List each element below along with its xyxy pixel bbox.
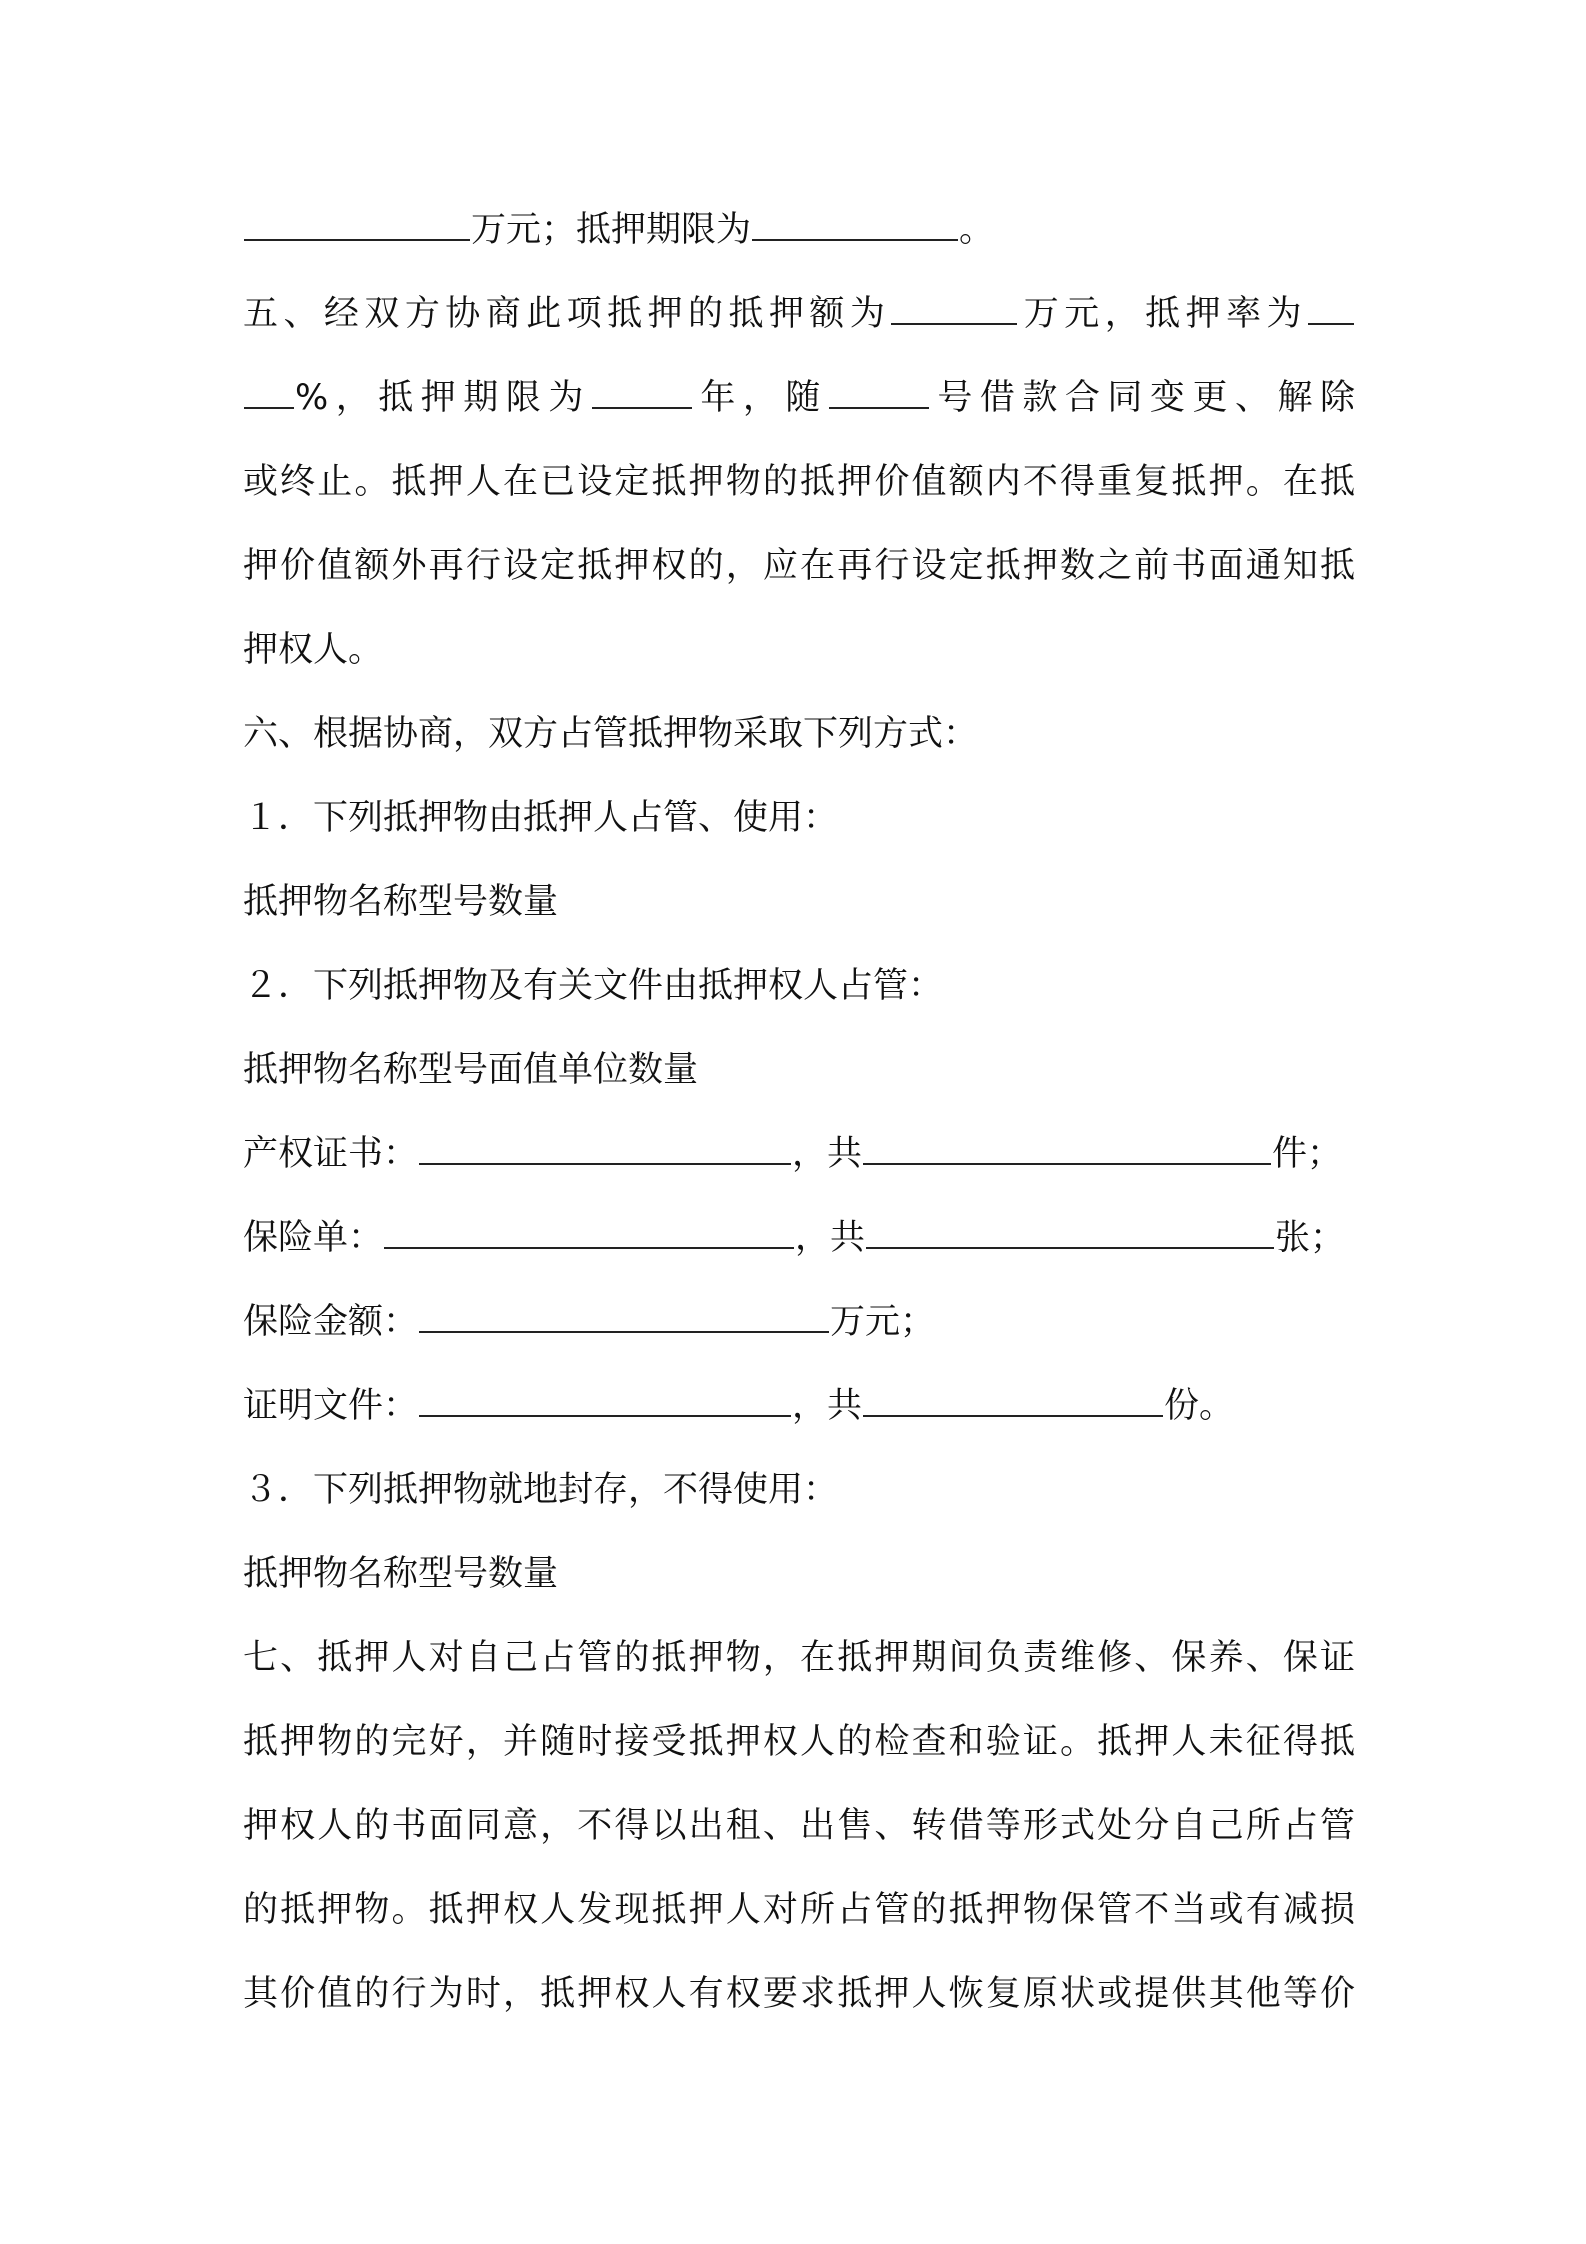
clause-6-intro (243, 692, 1355, 776)
text: 件； (1272, 1134, 1343, 1174)
blank-field (863, 1389, 1163, 1417)
clause-5-line-5 (243, 608, 1355, 692)
text: 份。 (1164, 1386, 1235, 1426)
text: %，抵押期限为 (295, 378, 591, 418)
text: 号借款合同变更、解除 (929, 378, 1355, 418)
text: 保险金额： (243, 1302, 419, 1342)
text: 抵押物的完好，并随时接受抵押权人的检查和验证。抵押人未征得抵 (243, 1722, 1355, 1762)
blank-field (891, 297, 1017, 325)
insurance-amount-line (243, 1280, 1355, 1364)
text: 证明文件： (243, 1386, 419, 1426)
clause-7-line-2 (243, 1700, 1355, 1784)
clause-5-line-4 (243, 524, 1355, 608)
line-loan-term (243, 188, 1355, 272)
text: 年，随 (692, 378, 828, 418)
text: 万元；抵押期限为 (471, 210, 752, 250)
text: 抵押物名称型号数量 (243, 882, 559, 922)
text: 其价值的行为时，抵押权人有权要求抵押人恢复原状或提供其他等价 (243, 1974, 1355, 2014)
clause-6-item-2 (243, 944, 1355, 1028)
blank-field (866, 1221, 1274, 1249)
text: 的抵押物。抵押权人发现抵押人对所占管的抵押物保管不当或有减损 (243, 1890, 1355, 1930)
text: 保险单： (243, 1218, 384, 1258)
clause-5-line-3 (243, 440, 1355, 524)
text: 。 (959, 210, 995, 250)
blank-field (592, 381, 692, 409)
text: 产权证书： (243, 1134, 419, 1174)
blank-field (419, 1305, 829, 1333)
clause-6-item-3 (243, 1448, 1355, 1532)
property-certificate-line (243, 1112, 1355, 1196)
blank-field (244, 213, 470, 241)
text: 抵押物名称型号数量 (243, 1554, 559, 1594)
text: ，共 (792, 1134, 863, 1174)
text: 七、抵押人对自己占管的抵押物，在抵押期间负责维修、保养、保证 (243, 1638, 1355, 1678)
text: ３．下列抵押物就地封存，不得使用： (243, 1470, 839, 1510)
text: １．下列抵押物由抵押人占管、使用： (243, 798, 839, 838)
blank-field (419, 1137, 791, 1165)
text: 五、经双方协商此项抵押的抵押额为 (243, 294, 891, 334)
text: 六、根据协商，双方占管抵押物采取下列方式： (243, 714, 979, 754)
text: 张； (1275, 1218, 1346, 1258)
clause-6-item-1-columns (243, 860, 1355, 944)
blank-field (384, 1221, 794, 1249)
text: ２．下列抵押物及有关文件由抵押权人占管： (243, 966, 944, 1006)
clause-6-item-2-columns (243, 1028, 1355, 1112)
blank-field (419, 1389, 791, 1417)
text: 押价值额外再行设定抵押权的，应在再行设定抵押数之前书面通知抵 (243, 546, 1355, 586)
clause-7-line-5 (243, 1952, 1355, 2036)
blank-field (829, 381, 929, 409)
blank-field (752, 213, 958, 241)
clause-6-item-3-columns (243, 1532, 1355, 1616)
clause-6-item-1 (243, 776, 1355, 860)
text: 抵押物名称型号面值单位数量 (243, 1050, 699, 1090)
blank-field (863, 1137, 1271, 1165)
text: 万元，抵押率为 (1018, 294, 1307, 334)
text: 押权人。 (243, 630, 384, 670)
clause-7-line-1 (243, 1616, 1355, 1700)
text: ，共 (792, 1386, 863, 1426)
clause-7-line-4 (243, 1868, 1355, 1952)
text: 或终止。抵押人在已设定抵押物的抵押价值额内不得重复抵押。在抵 (243, 462, 1355, 502)
clause-7-line-3 (243, 1784, 1355, 1868)
proof-documents-line (243, 1364, 1355, 1448)
text: 押权人的书面同意，不得以出租、出售、转借等形式处分自己所占管 (243, 1806, 1355, 1846)
text: ，共 (795, 1218, 866, 1258)
text: 万元； (830, 1302, 936, 1342)
clause-5-line-2 (243, 356, 1355, 440)
insurance-policy-line (243, 1196, 1355, 1280)
blank-field (244, 381, 294, 409)
clause-5-line-1 (243, 272, 1355, 356)
blank-field (1308, 297, 1354, 325)
